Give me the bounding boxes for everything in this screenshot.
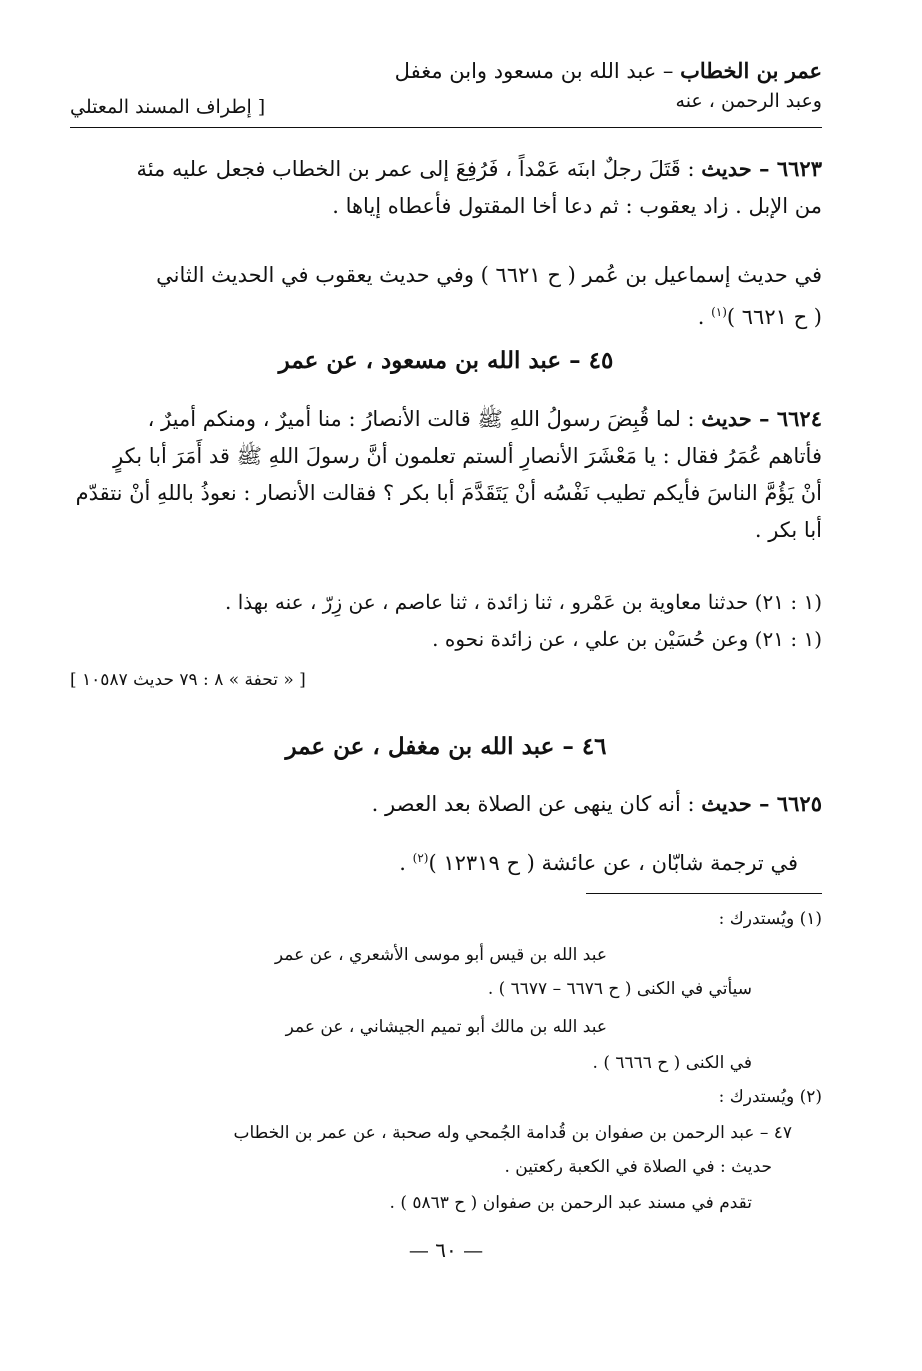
section-heading-45: ٤٥ – عبد الله بن مسعود ، عن عمر	[278, 347, 614, 374]
hadith-6624-line3: أنْ يَؤُمَّ الناسَ فأيكم تطيب نَفْسُه أنْ يَتَقَدَّمَ أبا بكر ؟ فقالت الأنصار : نعوذُ باللهِ أنْ نتقدّم	[75, 481, 822, 505]
hadith-label: – حديث	[701, 406, 777, 431]
tuhfa-reference: [ « تحفة » ٨ : ٧٩ حديث ١٠٥٨٧ ]	[70, 670, 306, 690]
hadith-6624-line1	[70, 400, 822, 438]
footnote-2-line-b: حديث : في الصلاة في الكعبة ركعتين .	[504, 1157, 772, 1177]
page-number: — ٦٠ —	[408, 1238, 484, 1262]
hadith-number: ٦٦٢٥	[776, 791, 822, 816]
hadith-6625	[70, 785, 822, 823]
hadith-label: – حديث	[701, 156, 777, 181]
hadith-text: : قَتَلَ رجلٌ ابنَه عَمْداً ، فَرُفِعَ إلى عمر بن الخطاب فجعل عليه مئة	[136, 157, 702, 181]
footnote-1-line-c: عبد الله بن مالك أبو تميم الجيشاني ، عن عمر	[285, 1017, 607, 1037]
header-title-bold: عمر بن الخطاب	[680, 58, 822, 83]
isnad-6624-line2: (١ : ٢١) وعن حُسَيْن بن علي ، عن زائدة نحوه .	[432, 627, 822, 651]
footnote-2-line-c: تقدم في مسند عبد الرحمن بن صفوان ( ح ٥٨٦٣ ) .	[389, 1193, 752, 1213]
reference-6623	[70, 257, 822, 336]
isnad-6624	[70, 584, 822, 658]
isnad-6624-line1: (١ : ٢١) حدثنا معاوية بن عَمْرو ، ثنا زائدة ، ثنا عاصم ، عن زِرّ ، عنه بهذا .	[225, 590, 822, 614]
reference-6623-line1: في حديث إسماعيل بن عُمر ( ح ٦٦٢١ ) وفي حديث يعقوب في الحديث الثاني	[156, 263, 822, 287]
document-page	[70, 0, 822, 1371]
hadith-6624-line2: فأتاهم عُمَرُ فقال : يا مَعْشَرَ الأنصارِ ألستم تعلمون أنَّ رسولَ اللهِ ﷺ قد أَمَرَ أبا بكرٍ	[113, 444, 822, 468]
hadith-6623-line2: من الإبل . زاد يعقوب : ثم دعا أخا المقتول فأعطاه إياها .	[332, 194, 822, 218]
footnote-1-line-d: في الكنى ( ح ٦٦٦٦ ) .	[592, 1053, 752, 1073]
reference-6625: في ترجمة شابّان ، عن عائشة ( ح ١٢٣١٩ )$^{(٢)}$ .	[399, 851, 798, 875]
hadith-text: : لما قُبِضَ رسولُ اللهِ ﷺ قالت الأنصارُ : منا أميرٌ ، ومنكم أميرٌ ،	[147, 407, 702, 431]
hadith-text: : أنه كان ينهى عن الصلاة بعد العصر .	[371, 792, 702, 816]
hadith-6625-line1	[70, 785, 822, 823]
hadith-6624-line4: أبا بكر .	[754, 518, 822, 542]
hadith-6624	[70, 400, 822, 549]
footnote-1-heading: (١) ويُستدرك :	[718, 909, 822, 929]
section-heading-46: ٤٦ – عبد الله بن مغفل ، عن عمر	[285, 733, 607, 760]
hadith-label: – حديث	[701, 791, 777, 816]
footnote-2-heading: (٢) ويُستدرك :	[718, 1087, 822, 1107]
header-title-rest: – عبد الله بن مسعود وابن مغفل	[394, 59, 681, 83]
hadith-6623	[70, 150, 822, 225]
header-title	[395, 58, 822, 83]
hadith-number: ٦٦٢٤	[776, 406, 822, 431]
hadith-number: ٦٦٢٣	[776, 156, 822, 181]
header-book-title: [ إطراف المسند المعتلي	[70, 96, 266, 118]
hadith-6623-line1	[70, 150, 822, 188]
footnote-marker-2[interactable]: (٢)	[412, 851, 429, 865]
header-divider	[70, 127, 822, 128]
footnote-marker-1[interactable]: (١)	[711, 305, 727, 319]
footnote-divider	[586, 893, 822, 894]
header-subtitle: وعبد الرحمن ، عنه	[675, 90, 822, 112]
reference-6623-line2: ( ح ٦٦٢١ )$^{(١)}$ .	[697, 305, 822, 329]
footnote-1-line-a: عبد الله بن قيس أبو موسى الأشعري ، عن عمر	[274, 945, 607, 965]
footnote-2-line-a: ٤٧ – عبد الرحمن بن صفوان بن قُدامة الجُمحي وله صحبة ، عن عمر بن الخطاب	[233, 1123, 792, 1143]
footnote-1-line-b: سيأتي في الكنى ( ح ٦٦٧٦ – ٦٦٧٧ ) .	[487, 979, 752, 999]
